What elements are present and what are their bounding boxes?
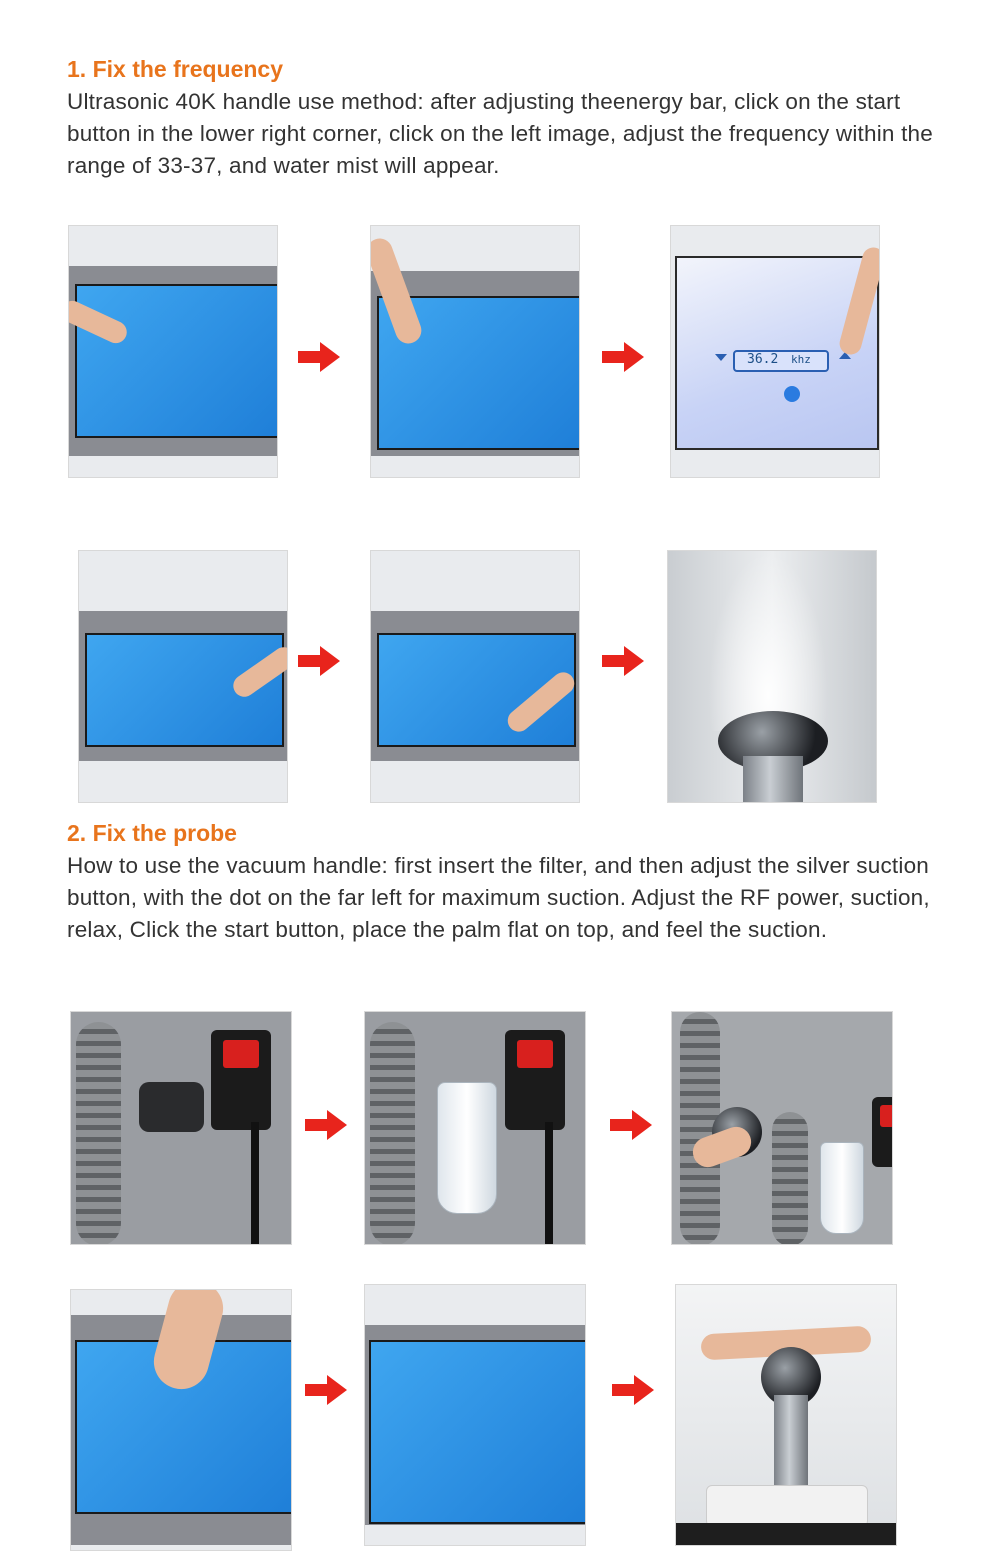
exit-icon bbox=[784, 386, 800, 402]
section-2-heading: 2. Fix the probe bbox=[67, 820, 237, 846]
section-1-heading: 1. Fix the frequency bbox=[67, 56, 284, 82]
section-2-body: How to use the vacuum handle: first insert the filter, and then adjust the silver suction button, with the dot on the far left for maximum suction. Adjust the RF power, suction, relax, Click the start button, place the palm flat on top, and feel the suction. bbox=[67, 853, 930, 942]
photo-filter-inserted bbox=[364, 1011, 586, 1245]
photo-vacuum-settings-screen bbox=[364, 1284, 586, 1546]
arrow-right-icon bbox=[610, 1110, 652, 1140]
arrow-right-icon bbox=[305, 1110, 347, 1140]
photo-touch-start-button bbox=[370, 225, 580, 478]
photo-suction-knob bbox=[671, 1011, 893, 1245]
arrow-right-icon bbox=[602, 342, 644, 372]
photo-select-vacuum-handle bbox=[70, 1289, 292, 1551]
photo-touch-ultrasonic-icon bbox=[68, 225, 278, 478]
arrow-right-icon bbox=[612, 1375, 654, 1405]
arrow-right-icon bbox=[298, 342, 340, 372]
frequency-value: 36.2 bbox=[747, 352, 779, 367]
decrease-icon bbox=[715, 354, 727, 361]
photo-water-mist bbox=[667, 550, 877, 803]
photo-adjust-power bbox=[370, 550, 580, 803]
arrow-right-icon bbox=[298, 646, 340, 676]
photo-filter-socket bbox=[70, 1011, 292, 1245]
photo-frequency-adjustment-screen bbox=[670, 225, 880, 478]
arrow-right-icon bbox=[305, 1375, 347, 1405]
section-1-body: Ultrasonic 40K handle use method: after adjusting theenergy bar, click on the start button in the lower right corner, click on the left image, adjust the frequency within the range of 33-37, and water mist will appear. bbox=[67, 89, 933, 178]
arrow-right-icon bbox=[602, 646, 644, 676]
photo-palm-on-handle bbox=[675, 1284, 897, 1546]
photo-adjust-energy-bar bbox=[78, 550, 288, 803]
frequency-unit: khz bbox=[791, 353, 811, 366]
